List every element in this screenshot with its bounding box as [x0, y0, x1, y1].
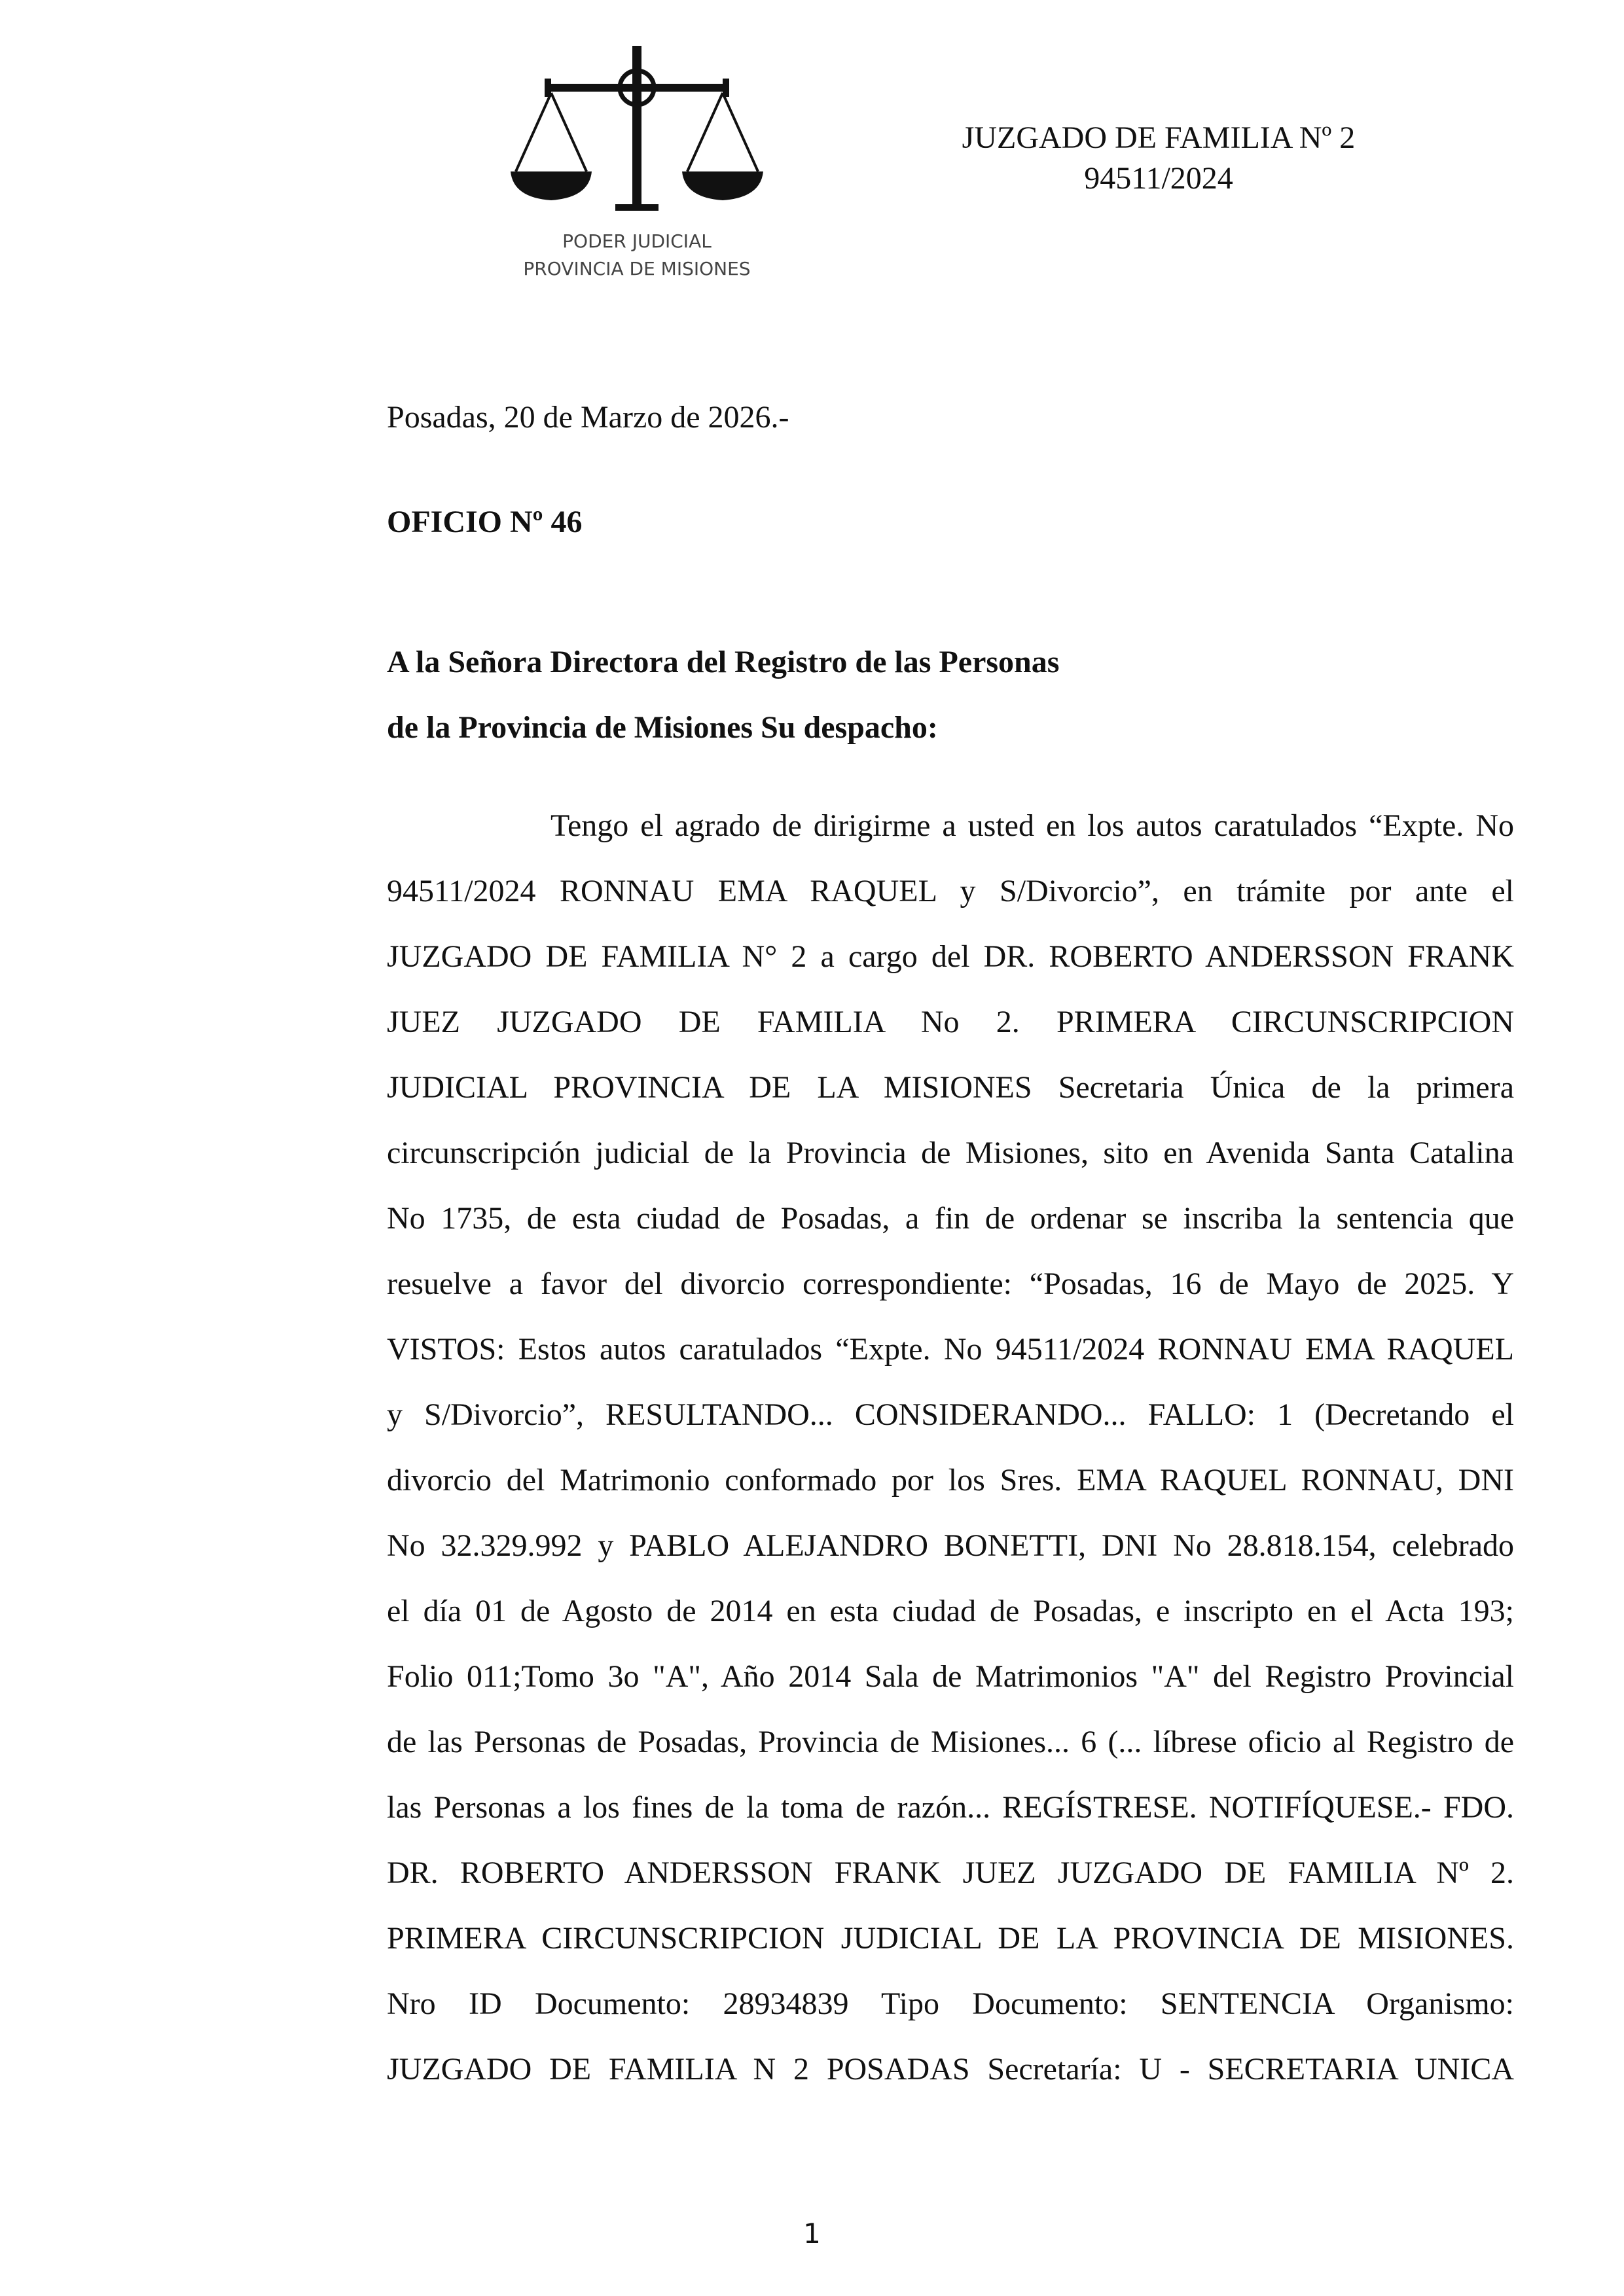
addressee-line-1: A la Señora Directora del Registro de las Personas [387, 645, 1060, 679]
body-line: JUZGADO DE FAMILIA N 2 POSADAS Secretaría: U - SECRETARIA UNICA [387, 2052, 1514, 2087]
body-line: y S/Divorcio”, RESULTANDO... CONSIDERANDO... FALLO: 1 (Decretando el [387, 1397, 1514, 1432]
addressee-line-2: de la Provincia de Misiones Su despacho: [387, 710, 938, 745]
body-paragraph [387, 793, 1514, 2102]
body-line: el día 01 de Agosto de 2014 en esta ciudad de Posadas, e inscripto en el Acta 193; [387, 1594, 1514, 1628]
place-date: Posadas, 20 de Marzo de 2026.- [387, 400, 789, 435]
body-line: JUEZ JUZGADO DE FAMILIA No 2. PRIMERA CIRCUNSCRIPCION [387, 1005, 1514, 1039]
body-line: de las Personas de Posadas, Provincia de Misiones... 6 (... líbrese oficio al Registro de [387, 1725, 1514, 1759]
body-line: JUDICIAL PROVINCIA DE LA MISIONES Secretaria Única de la primera [387, 1070, 1514, 1105]
page-number: 1 [803, 2217, 821, 2250]
document-header [877, 118, 1440, 199]
body-line: resuelve a favor del divorcio correspondiente: “Posadas, 16 de Mayo de 2025. Y [387, 1266, 1514, 1301]
judicial-logo [504, 41, 779, 289]
body-line: Tengo el agrado de dirigirme a usted en los autos caratulados “Expte. No [550, 808, 1514, 843]
body-line: Nro ID Documento: 28934839 Tipo Documento: SENTENCIA Organismo: [387, 1986, 1514, 2021]
body-line: divorcio del Matrimonio conformado por los Sres. EMA RAQUEL RONNAU, DNI [387, 1463, 1514, 1498]
body-line: las Personas a los fines de la toma de razón... REGÍSTRESE. NOTIFÍQUESE.- FDO. [387, 1790, 1514, 1825]
oficio-number: OFICIO Nº 46 [387, 505, 583, 539]
logo-text-line1: PODER JUDICIAL [562, 230, 712, 252]
body-line: PRIMERA CIRCUNSCRIPCION JUDICIAL DE LA PROVINCIA DE MISIONES. [387, 1921, 1514, 1956]
scales-of-justice-icon [504, 41, 779, 289]
body-line: Folio 011;Tomo 3o "A", Año 2014 Sala de Matrimonios "A" del Registro Provincial [387, 1659, 1514, 1694]
court-name: JUZGADO DE FAMILIA Nº 2 [962, 120, 1356, 155]
body-line: 94511/2024 RONNAU EMA RAQUEL y S/Divorcio”, en trámite por ante el [387, 874, 1514, 908]
body-line: No 1735, de esta ciudad de Posadas, a fin de ordenar se inscriba la sentencia que [387, 1201, 1514, 1236]
case-number: 94511/2024 [1084, 161, 1233, 196]
body-line: JUZGADO DE FAMILIA N° 2 a cargo del DR. ROBERTO ANDERSSON FRANK [387, 939, 1514, 974]
logo-text-line2: PROVINCIA DE MISIONES [523, 258, 751, 279]
addressee [387, 630, 1059, 761]
body-line: VISTOS: Estos autos caratulados “Expte. No 94511/2024 RONNAU EMA RAQUEL [387, 1332, 1514, 1367]
body-line: No 32.329.992 y PABLO ALEJANDRO BONETTI, DNI No 28.818.154, celebrado [387, 1528, 1514, 1563]
body-line: DR. ROBERTO ANDERSSON FRANK JUEZ JUZGADO DE FAMILIA Nº 2. [387, 1856, 1514, 1890]
body-line: circunscripción judicial de la Provincia de Misiones, sito en Avenida Santa Catalina [387, 1136, 1514, 1170]
